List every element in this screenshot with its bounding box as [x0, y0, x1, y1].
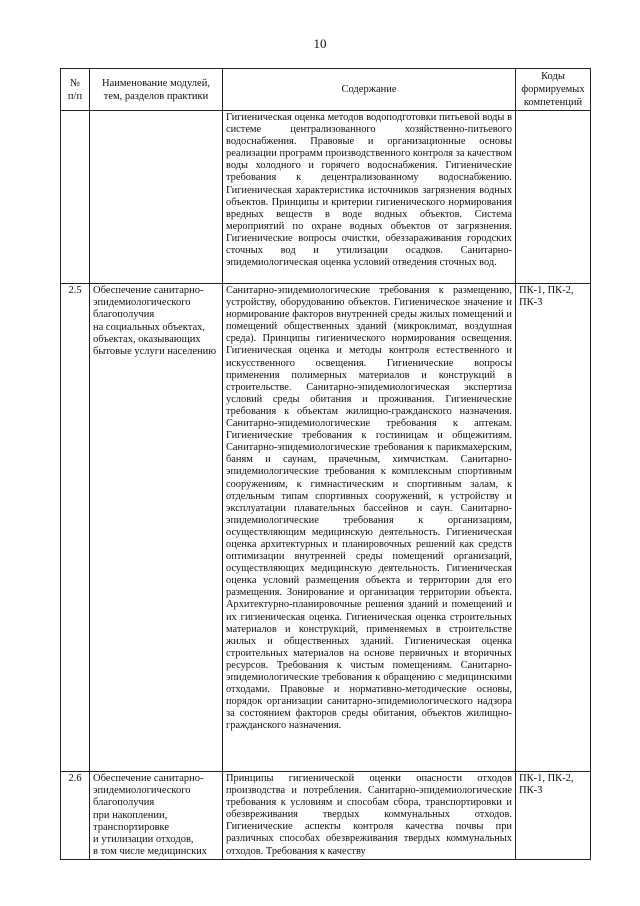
- competency-codes: ПК-1, ПК-2, ПК-3: [516, 284, 591, 772]
- row-content: Санитарно-эпидемиологические требования к размещению, устройству, оборудованию объектов. Гигиеническое значение и нормирование факторов внутренней среды жилых помещений и помещений общественных зданий (микроклимат, воздушная среда). Принципы гигиенического нормирования освещения. Гигиеническая оценка и методы контроля естественного и искусственного освещения. Гигиенические вопросы применения полимерных материалов и конструкций в строительстве. Санитарно-эпидемиологическая экспертиза условий среды обитания и проживания. Гигиенические требования к объектам жилищно-гражданского назначения. Санитарно-эпидемиологические требования к аптекам. Гигиенические требования к гостиницам и общежитиям. Санитарно-эпидемиологические требования к парикмахерским, баням и саунам, прачечным, химчисткам. Санитарно-эпидемиологические требования к комплексным спортивным сооружениям, к гимнастическим и спортивным залам, к отдельным типам спортивных сооружений, к устройству и эксплуатации плавательных бассейнов и саун. Санитарно-эпидемиологические требования к организациям, осуществляющим медицинскую деятельность. Гигиеническая оценка архитектурных и планировочных решений как средств оптимизации внутренней среды помещений организаций, осуществляющих медицинскую деятельность. Гигиеническая оценка условий размещения объекта и территории для его размещения. Зонирование и организация территории объекта. Архитектурно-планировочные решения зданий и помещений и их гигиеническая оценка. Гигиеническая оценка строительных материалов и конструкций, применяемых в строительстве жилых и общественных зданий. Гигиеническая оценка строительных материалов на основе первичных и вторичных ресурсов. Требования к чистым помещениям. Санитарно-эпидемиологические требования к обращению с медицинскими отходами. Правовые и нормативно-методические основы, порядок организации санитарно-эпидемиологического надзора за состоянием факторов среды обитания, объектов жилищно-гражданского назначения.: [223, 284, 516, 772]
- curriculum-table: [60, 68, 591, 860]
- row-number: 2.5: [61, 284, 90, 772]
- page-number: 10: [313, 36, 327, 51]
- header-num: № п/п: [61, 69, 90, 111]
- header-name: Наименование модулей, тем, разделов практики: [90, 69, 223, 111]
- module-name: [90, 111, 223, 284]
- row-number: [61, 111, 90, 284]
- header-codes: Коды формируемых компетенций: [516, 69, 591, 111]
- header-content: Содержание: [223, 69, 516, 111]
- row-content: Принципы гигиенической оценки опасности отходов производства и потребления. Санитарно-эпидемиологические требования к условиям и способам сбора, транспортировки и обезвреживания твердых коммунальных отходов. Гигиенические аспекты контроля качества почвы при различных способах обезвреживания твердых коммунальных отходов. Требования к качеству: [223, 772, 516, 860]
- row-content: Гигиеническая оценка методов водоподготовки питьевой воды в системе централизованного хозяйственно-питьевого водоснабжения. Правовые и организационные основы реализации программ производственного контроля за качеством воды холодного и горячего водоснабжения. Гигиенические требования к децентрализованному водоснабжению. Гигиеническая характеристика источников загрязнения водных объектов. Принципы и критерии гигиенического нормирования вредных веществ в воде водных объектов. Система мероприятий по охране водных объектов от загрязнения. Гигиенические вопросы очистки, обеззараживания городских сточных вод и утилизации осадков. Санитарно-эпидемиологическая оценка условий отведения сточных вод.: [223, 111, 516, 284]
- table-header-row: [61, 69, 591, 111]
- table-row: [61, 284, 591, 772]
- competency-codes: [516, 111, 591, 284]
- module-name: Обеспечение санитарно- эпидемиологического благополучия на социальных объектах, объектах, оказывающих бытовые услуги населению: [90, 284, 223, 772]
- table-row: [61, 772, 591, 860]
- row-number: 2.6: [61, 772, 90, 860]
- table-row: [61, 111, 591, 284]
- competency-codes: ПК-1, ПК-2, ПК-3: [516, 772, 591, 860]
- module-name: Обеспечение санитарно- эпидемиологического благополучия при накоплении, транспортировке и утилизации отходов, в том числе медицинских: [90, 772, 223, 860]
